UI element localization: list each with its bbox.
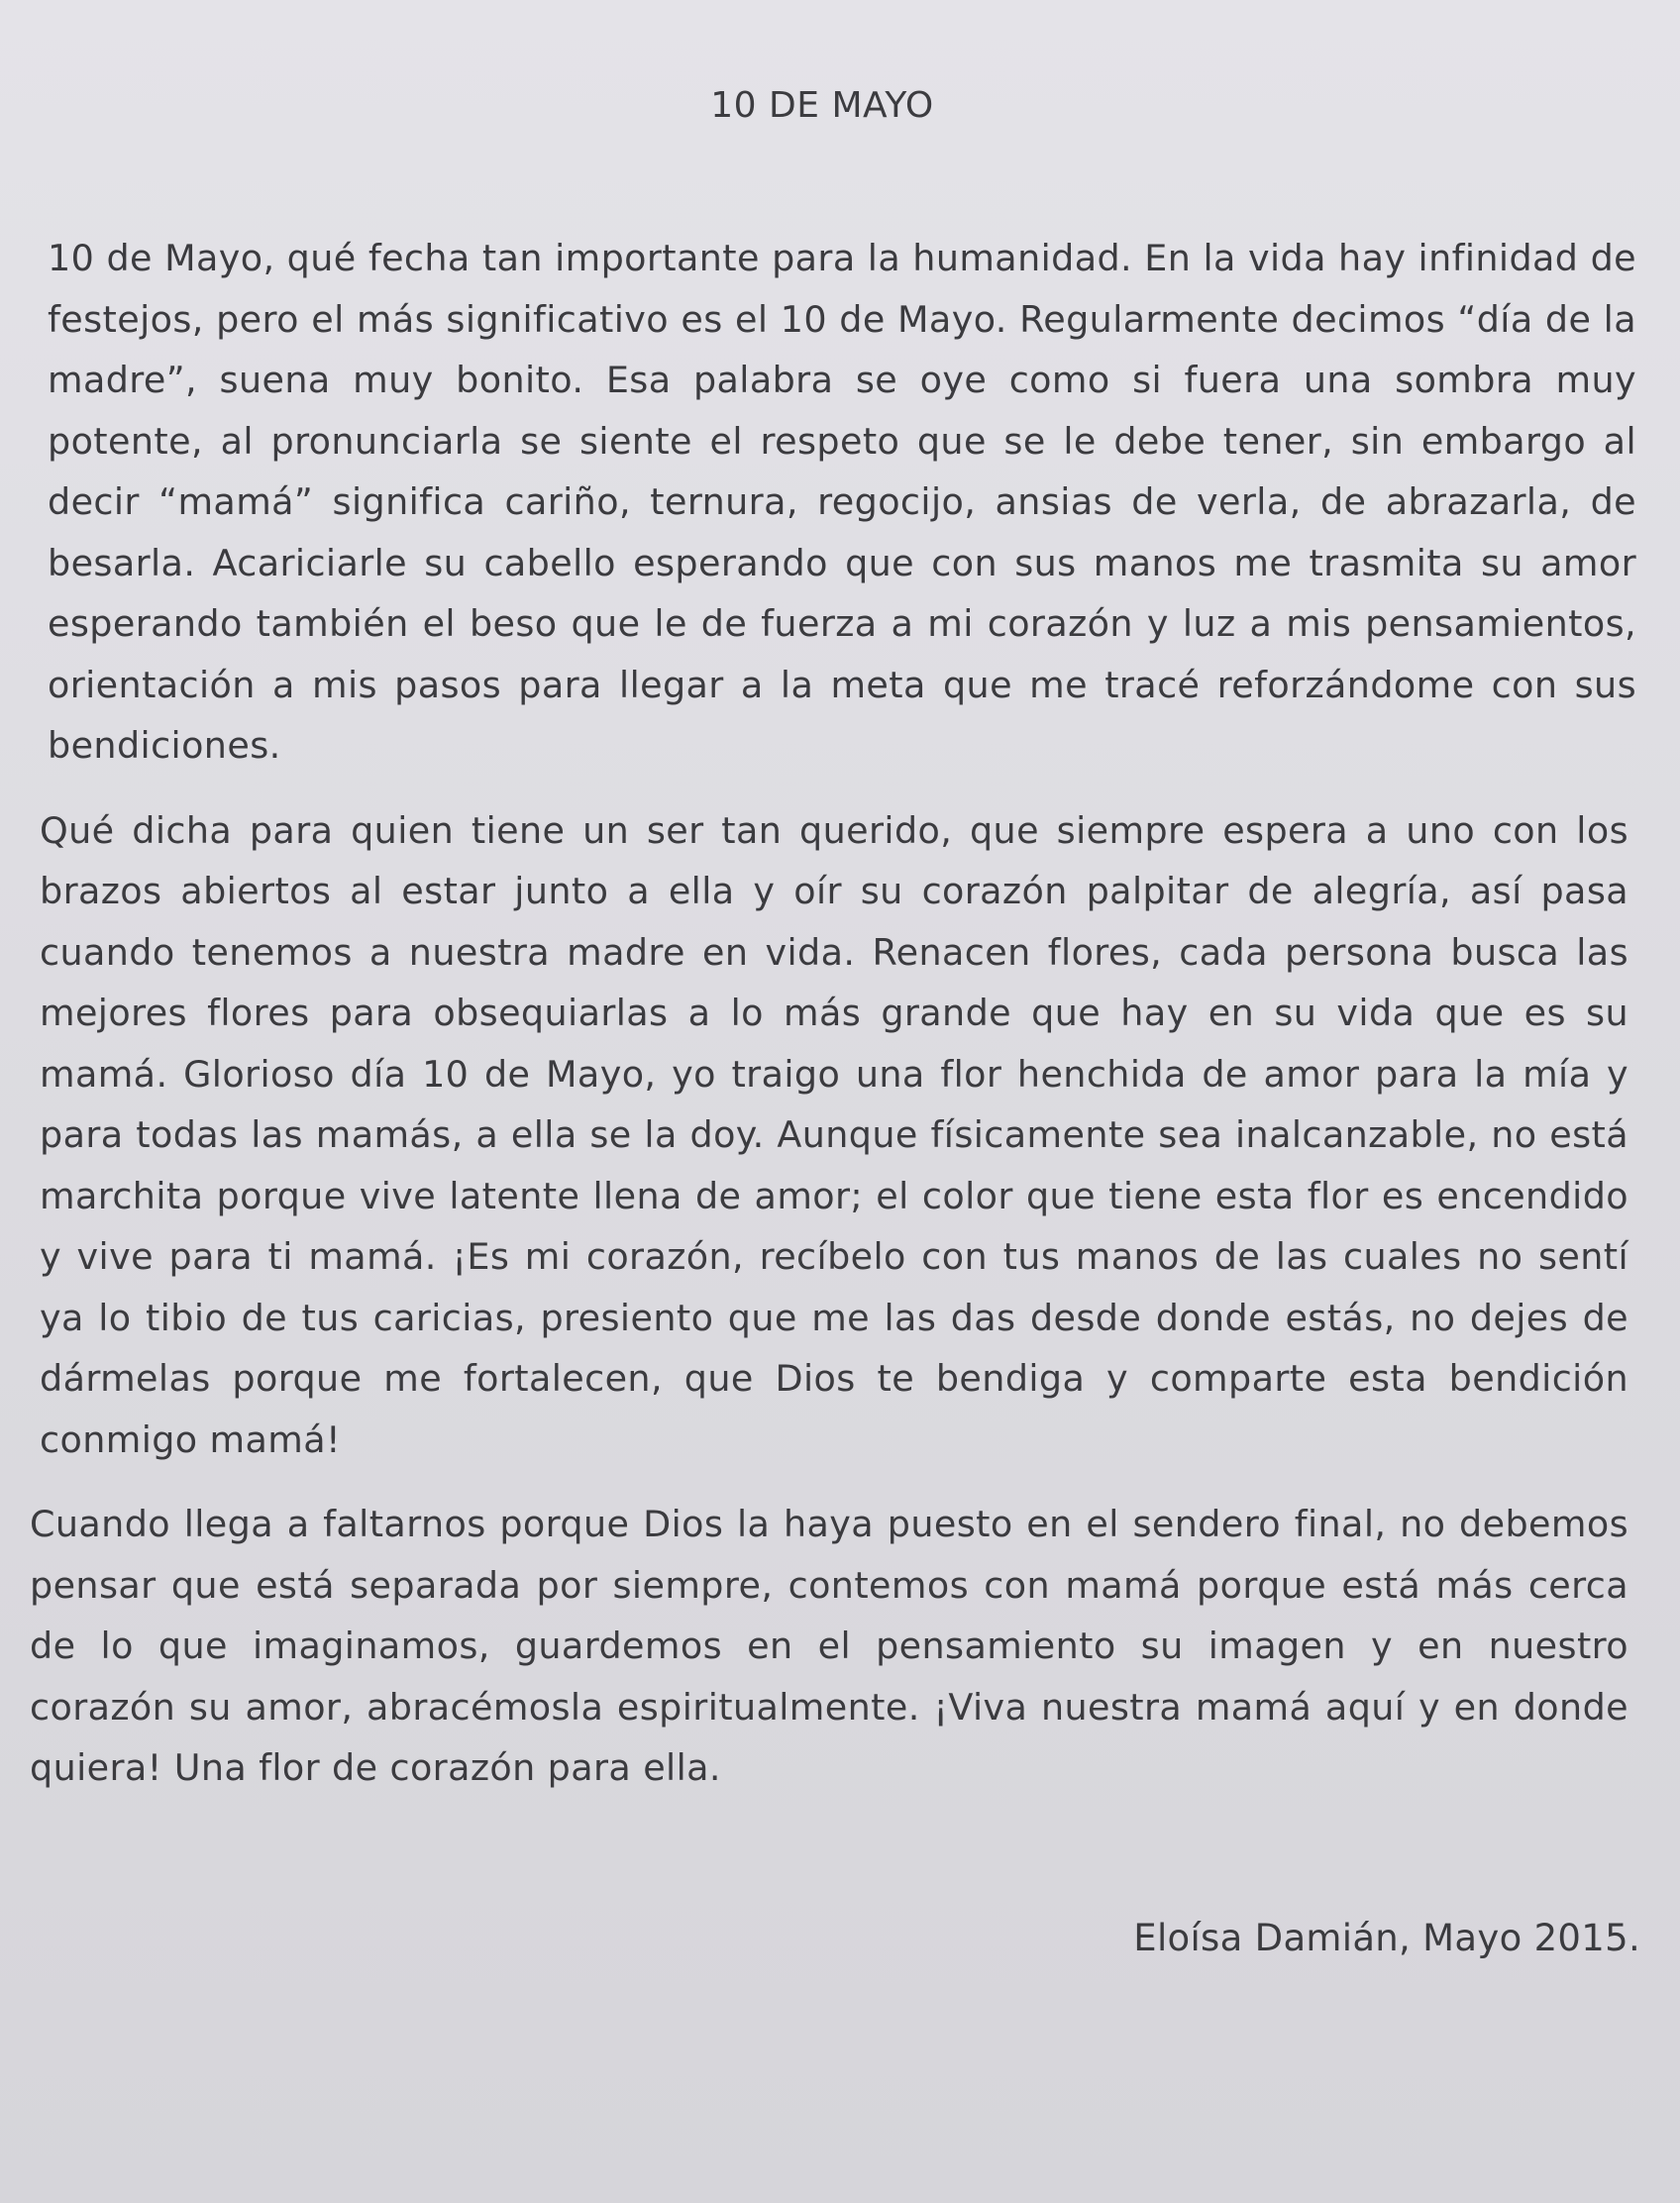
- paragraph-1: 10 de Mayo, qué fecha tan importante para la humanidad. En la vida hay infinidad de festejos, pero el más significativo es el 10 de Mayo. Regularmente decimos “día de la madre”, suena muy bonito. Esa palabra se oye como si fuera una sombra muy potente, al pronunciarla se siente el respeto que se le debe tener, sin embargo al decir “mamá” significa cariño, ternura, regocijo, ansias de verla, de abrazarla, de besarla. Acariciarle su cabello esperando que con sus manos me trasmita su amor esperando también el beso que le de fuerza a mi corazón y luz a mis pensamientos, orientación a mis pasos para llegar a la meta que me tracé reforzándome con sus bendiciones.: [48, 237, 1636, 767]
- signature: Eloísa Damián, Mayo 2015.: [1133, 1917, 1640, 1959]
- document-body: [30, 228, 1636, 1823]
- paragraph-3: Cuando llega a faltarnos porque Dios la haya puesto en el sendero final, no debemos pensar que está separada por siempre, contemos con mamá porque está más cerca de lo que imaginamos, guardemos en el pensamiento su imagen y en nuestro corazón su amor, abracémosla espiritualmente. ¡Viva nuestra mamá aquí y en donde quiera! Una flor de corazón para ella.: [30, 1503, 1628, 1789]
- document-title: 10 DE MAYO: [710, 85, 934, 126]
- paragraph-2: Qué dicha para quien tiene un ser tan querido, que siempre espera a uno con los brazos abiertos al estar junto a ella y oír su corazón palpitar de alegría, así pasa cuando tenemos a nuestra madre en vida. Renacen flores, cada persona busca las mejores flores para obsequiarlas a lo más grande que hay en su vida que es su mamá. Glorioso día 10 de Mayo, yo traigo una flor henchida de amor para la mía y para todas las mamás, a ella se la doy. Aunque físicamente sea inalcanzable, no está marchita porque vive latente llena de amor; el color que tiene esta flor es encendido y vive para ti mamá. ¡Es mi corazón, recíbelo con tus manos de las cuales no sentí ya lo tibio de tus caricias, presiento que me las das desde donde estás, no dejes de dármelas porque me fortalecen, que Dios te bendiga y comparte esta bendición conmigo mamá!: [40, 808, 1628, 1461]
